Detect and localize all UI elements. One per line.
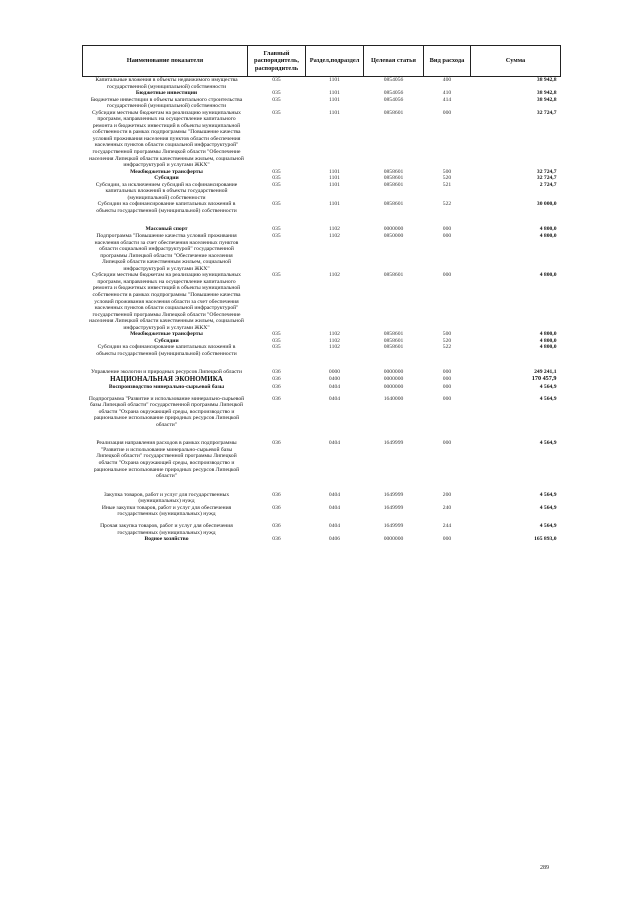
table-header-row	[83, 46, 561, 77]
table-row	[83, 77, 561, 91]
row-admin: 035	[272, 233, 281, 240]
row-name: Межбюджетные трансферты	[130, 168, 203, 175]
row-target: 0858601	[383, 331, 404, 338]
row-section: 0406	[328, 536, 341, 543]
row-expense: 000	[442, 272, 452, 279]
row-name: Субсидии на софинансирование капитальных вложений в объекты государственной (муниципальной) собственности	[96, 344, 237, 357]
row-target: 1640000	[383, 395, 404, 402]
row-sum: 4 800,0	[539, 233, 557, 240]
row-sum: 170 457,9	[531, 374, 557, 382]
row-admin: 035	[272, 344, 281, 351]
row-admin: 036	[272, 536, 281, 543]
row-name: Массовый спорт	[145, 226, 188, 233]
row-section: 1102	[329, 233, 340, 240]
row-section: 0404	[328, 491, 341, 498]
row-admin: 035	[272, 175, 281, 182]
header-expense: Вид расхода	[424, 46, 471, 77]
row-sum: 4 564,9	[539, 491, 557, 498]
row-sum: 32 724,7	[536, 175, 557, 182]
table-row	[83, 97, 561, 110]
row-name: Субсидии, за исключением субсидий на софинансирование капитальных вложений в объекты государственной (муниципальной) собственности	[95, 181, 238, 201]
row-target: 0858601	[383, 181, 404, 188]
row-sum: 2 724,7	[539, 181, 557, 188]
row-expense: 000	[442, 383, 452, 390]
table-row	[83, 492, 561, 505]
budget-table	[82, 45, 561, 543]
row-name: Субсидии	[154, 175, 179, 182]
row-target: 0858601	[383, 175, 404, 182]
row-admin: 035	[272, 90, 281, 97]
row-target: 0854056	[383, 96, 404, 103]
row-section: 1102	[329, 272, 340, 279]
row-target: 1649999	[383, 440, 404, 447]
row-admin: 036	[272, 440, 281, 447]
row-admin: 036	[272, 523, 281, 530]
row-name: Водное хозяйство	[144, 536, 189, 543]
row-target: 0858601	[383, 168, 404, 175]
row-section: 1101	[329, 175, 340, 182]
row-name: Межбюджетные трансферты	[130, 331, 203, 338]
row-target: 0858601	[383, 337, 404, 344]
row-section: 1101	[329, 77, 340, 83]
row-section: 1101	[329, 90, 340, 97]
row-expense: 000	[442, 369, 452, 376]
row-admin: 036	[272, 491, 281, 498]
row-expense: 200	[442, 491, 452, 498]
table-row	[83, 272, 561, 331]
row-name: Субсидии на софинансирование капитальных вложений в объекты государственной (муниципальной) собственности	[96, 201, 237, 214]
row-section: 0000	[328, 369, 341, 376]
header-target: Целевая статья	[364, 46, 424, 77]
row-name: Подпрограмма "Развитие и использование минерально-сырьевой базы Липецкой области" государственной программы Липецкой области "Охрана окружающей среды, воспроизводство и рациональное использование природных ресурсов Липецкой области"	[88, 395, 245, 428]
row-target: 1649999	[383, 504, 404, 511]
row-admin: 036	[272, 504, 281, 511]
row-sum: 38 942,8	[536, 96, 557, 103]
table-row	[83, 182, 561, 202]
row-name: НАЦИОНАЛЬНАЯ ЭКОНОМИКА	[110, 374, 223, 383]
row-section: 1102	[329, 331, 340, 338]
row-target: 0858601	[383, 201, 404, 208]
table-row	[83, 523, 561, 536]
row-expense: 000	[442, 440, 452, 447]
row-sum: 4 800,0	[539, 331, 557, 338]
row-expense: 522	[442, 201, 452, 208]
row-admin: 035	[272, 272, 281, 279]
page-number: 289	[540, 865, 549, 871]
header-admin: Главный распорядитель, распорядитель	[248, 46, 306, 77]
row-name: Капитальные вложения в объекты недвижимого имущества государственной (муниципальной) собственности	[95, 77, 238, 90]
row-section: 0404	[328, 440, 341, 447]
row-target: 0850000	[383, 233, 404, 240]
row-name: Закупка товаров, работ и услуг для государственных (муниципальных) нужд	[103, 491, 230, 505]
row-admin: 035	[272, 168, 281, 175]
row-target: 0858601	[383, 344, 404, 351]
row-sum: 38 942,8	[536, 90, 557, 97]
row-name: Реализация направления расходов в рамках подпрограммы "Развитие и использование минерально-сырьевой базы Липецкой области" государственной программы Липецкой области "Охрана окружающей среды, воспроизводство и рациональное использование природных ресурсов Липецкой области"	[93, 440, 240, 480]
row-expense: 520	[442, 175, 452, 182]
row-admin: 035	[272, 96, 281, 103]
table-row	[83, 396, 561, 441]
row-expense: 000	[442, 226, 452, 233]
row-sum: 4 564,9	[539, 504, 557, 511]
table-row	[83, 536, 561, 543]
row-name: Воспроизводство минерально-сырьевой базы	[108, 383, 225, 390]
row-admin: 036	[272, 383, 281, 390]
row-sum: 4 800,0	[539, 344, 557, 351]
row-section: 1101	[329, 168, 340, 175]
row-section: 0404	[328, 395, 341, 402]
budget-table-sheet	[82, 45, 560, 543]
row-sum: 249 241,1	[534, 369, 557, 376]
row-name: Управление экологии и природных ресурсов Липецкой области	[91, 369, 242, 376]
row-section: 1101	[329, 181, 340, 188]
row-target: 1649999	[383, 491, 404, 498]
row-admin: 035	[272, 331, 281, 338]
row-expense: 521	[442, 181, 452, 188]
row-expense: 400	[442, 77, 452, 83]
row-expense: 000	[442, 536, 452, 543]
row-target: 0854056	[383, 90, 404, 97]
header-section: Раздел,подраздел	[306, 46, 364, 77]
row-sum: 4 800,0	[539, 226, 557, 233]
row-admin: 036	[272, 395, 281, 402]
row-sum: 38 942,8	[536, 77, 557, 83]
row-admin: 035	[272, 181, 281, 188]
row-section: 0404	[328, 523, 341, 530]
row-target: 1649999	[383, 523, 404, 530]
row-target: 0000000	[383, 226, 404, 233]
row-section: 1101	[329, 109, 340, 116]
table-row	[83, 233, 561, 272]
row-name: Субсидии местным бюджетам на реализацию муниципальных программ, направленных на осуществление капитального ремонта и бюджетных инвестиций в объекты муниципальной собственности в рамках подпрограммы "Повышение качества условий проживания населения пунктов области обеспечения населенных пунктов области социальной инфраструктурой" государственной программы Липецкой области "Обеспечение населения Липецкой области качественным жильем, социальной инфраструктурой и услугами ЖКХ"	[89, 109, 244, 169]
row-sum: 32 724,7	[536, 168, 557, 175]
row-expense: 000	[442, 375, 452, 382]
row-target: 0858601	[383, 272, 404, 279]
row-admin: 036	[272, 375, 281, 382]
table-row	[83, 505, 561, 524]
row-expense: 000	[442, 109, 452, 116]
row-target: 0000000	[383, 369, 404, 376]
row-name: Бюджетные инвестиции	[135, 90, 198, 97]
row-target: 0858601	[383, 109, 404, 116]
table-row	[83, 384, 561, 396]
row-expense: 520	[442, 337, 452, 344]
row-name: Субсидии	[154, 337, 179, 344]
header-sum: Сумма	[471, 46, 561, 77]
row-sum: 165 893,0	[534, 536, 557, 543]
row-sum: 4 564,9	[539, 383, 557, 390]
row-expense: 000	[442, 233, 452, 240]
row-section: 1101	[329, 96, 340, 103]
row-sum: 4 800,0	[539, 337, 557, 344]
table-row	[83, 440, 561, 491]
row-expense: 500	[442, 331, 452, 338]
row-target: 0000000	[383, 383, 404, 390]
row-name: Подпрограмма "Повышение качества условий проживания населения области за счет обеспечения населенных пунктов области социальной инфраструктурой" государственной программы Липецкой области "Обеспечение населения Липецкой области качественным жильем, социальной инфраструктурой и услугами ЖКХ"	[94, 233, 239, 272]
table-row	[83, 110, 561, 169]
row-expense: 522	[442, 344, 452, 351]
row-admin: 035	[272, 201, 281, 208]
row-admin: 035	[272, 226, 281, 233]
row-target: 0000000	[383, 536, 404, 543]
row-section: 0404	[328, 504, 341, 511]
row-admin: 035	[272, 109, 281, 116]
row-expense: 244	[442, 523, 452, 530]
row-admin: 035	[272, 337, 281, 344]
row-section: 1102	[329, 226, 340, 233]
row-expense: 410	[442, 90, 452, 97]
row-section: 0400	[328, 375, 341, 382]
row-sum: 4 564,9	[539, 523, 557, 530]
header-name: Наименование показателя	[83, 46, 248, 77]
row-sum: 4 564,9	[539, 440, 557, 447]
row-expense: 000	[442, 395, 452, 402]
row-name: Прочая закупка товаров, работ и услуг для обеспечения государственных (муниципальных) нужд	[100, 523, 233, 536]
row-section: 0404	[328, 383, 341, 390]
row-sum: 4 800,0	[539, 272, 557, 279]
table-row	[83, 344, 561, 369]
row-section: 1102	[329, 344, 340, 351]
row-admin: 036	[272, 369, 281, 376]
table-row	[83, 201, 561, 226]
row-target: 0854056	[383, 77, 404, 83]
row-sum: 30 000,0	[536, 201, 557, 208]
row-name: Бюджетные инвестиции в объекты капитального строительства государственной (муниципальной) собственности	[90, 96, 243, 110]
table-row	[83, 376, 561, 384]
row-sum: 4 564,9	[539, 395, 557, 402]
row-expense: 500	[442, 168, 452, 175]
row-admin: 035	[272, 77, 281, 83]
row-expense: 414	[442, 96, 452, 103]
row-expense: 240	[442, 504, 452, 511]
row-target: 0000000	[383, 375, 404, 382]
row-sum: 32 724,7	[536, 109, 557, 116]
row-section: 1101	[329, 201, 340, 208]
row-name: Субсидии местным бюджетам на реализацию муниципальных программ, направленных на осуществление капитального ремонта и бюджетных инвестиций в объекты муниципальной собственности в рамках подпрограммы "Повышение качества условий проживания населения области за счет обеспечения населенных пунктов области социальной инфраструктурой" государственной программы Липецкой области "Обеспечение населения Липецкой области качественным жильем, социальной инфраструктурой и услугами ЖКХ"	[89, 272, 244, 331]
row-section: 1102	[329, 337, 340, 344]
row-name: Иные закупки товаров, работ и услуг для обеспечения государственных (муниципальных) нужд	[101, 504, 232, 518]
